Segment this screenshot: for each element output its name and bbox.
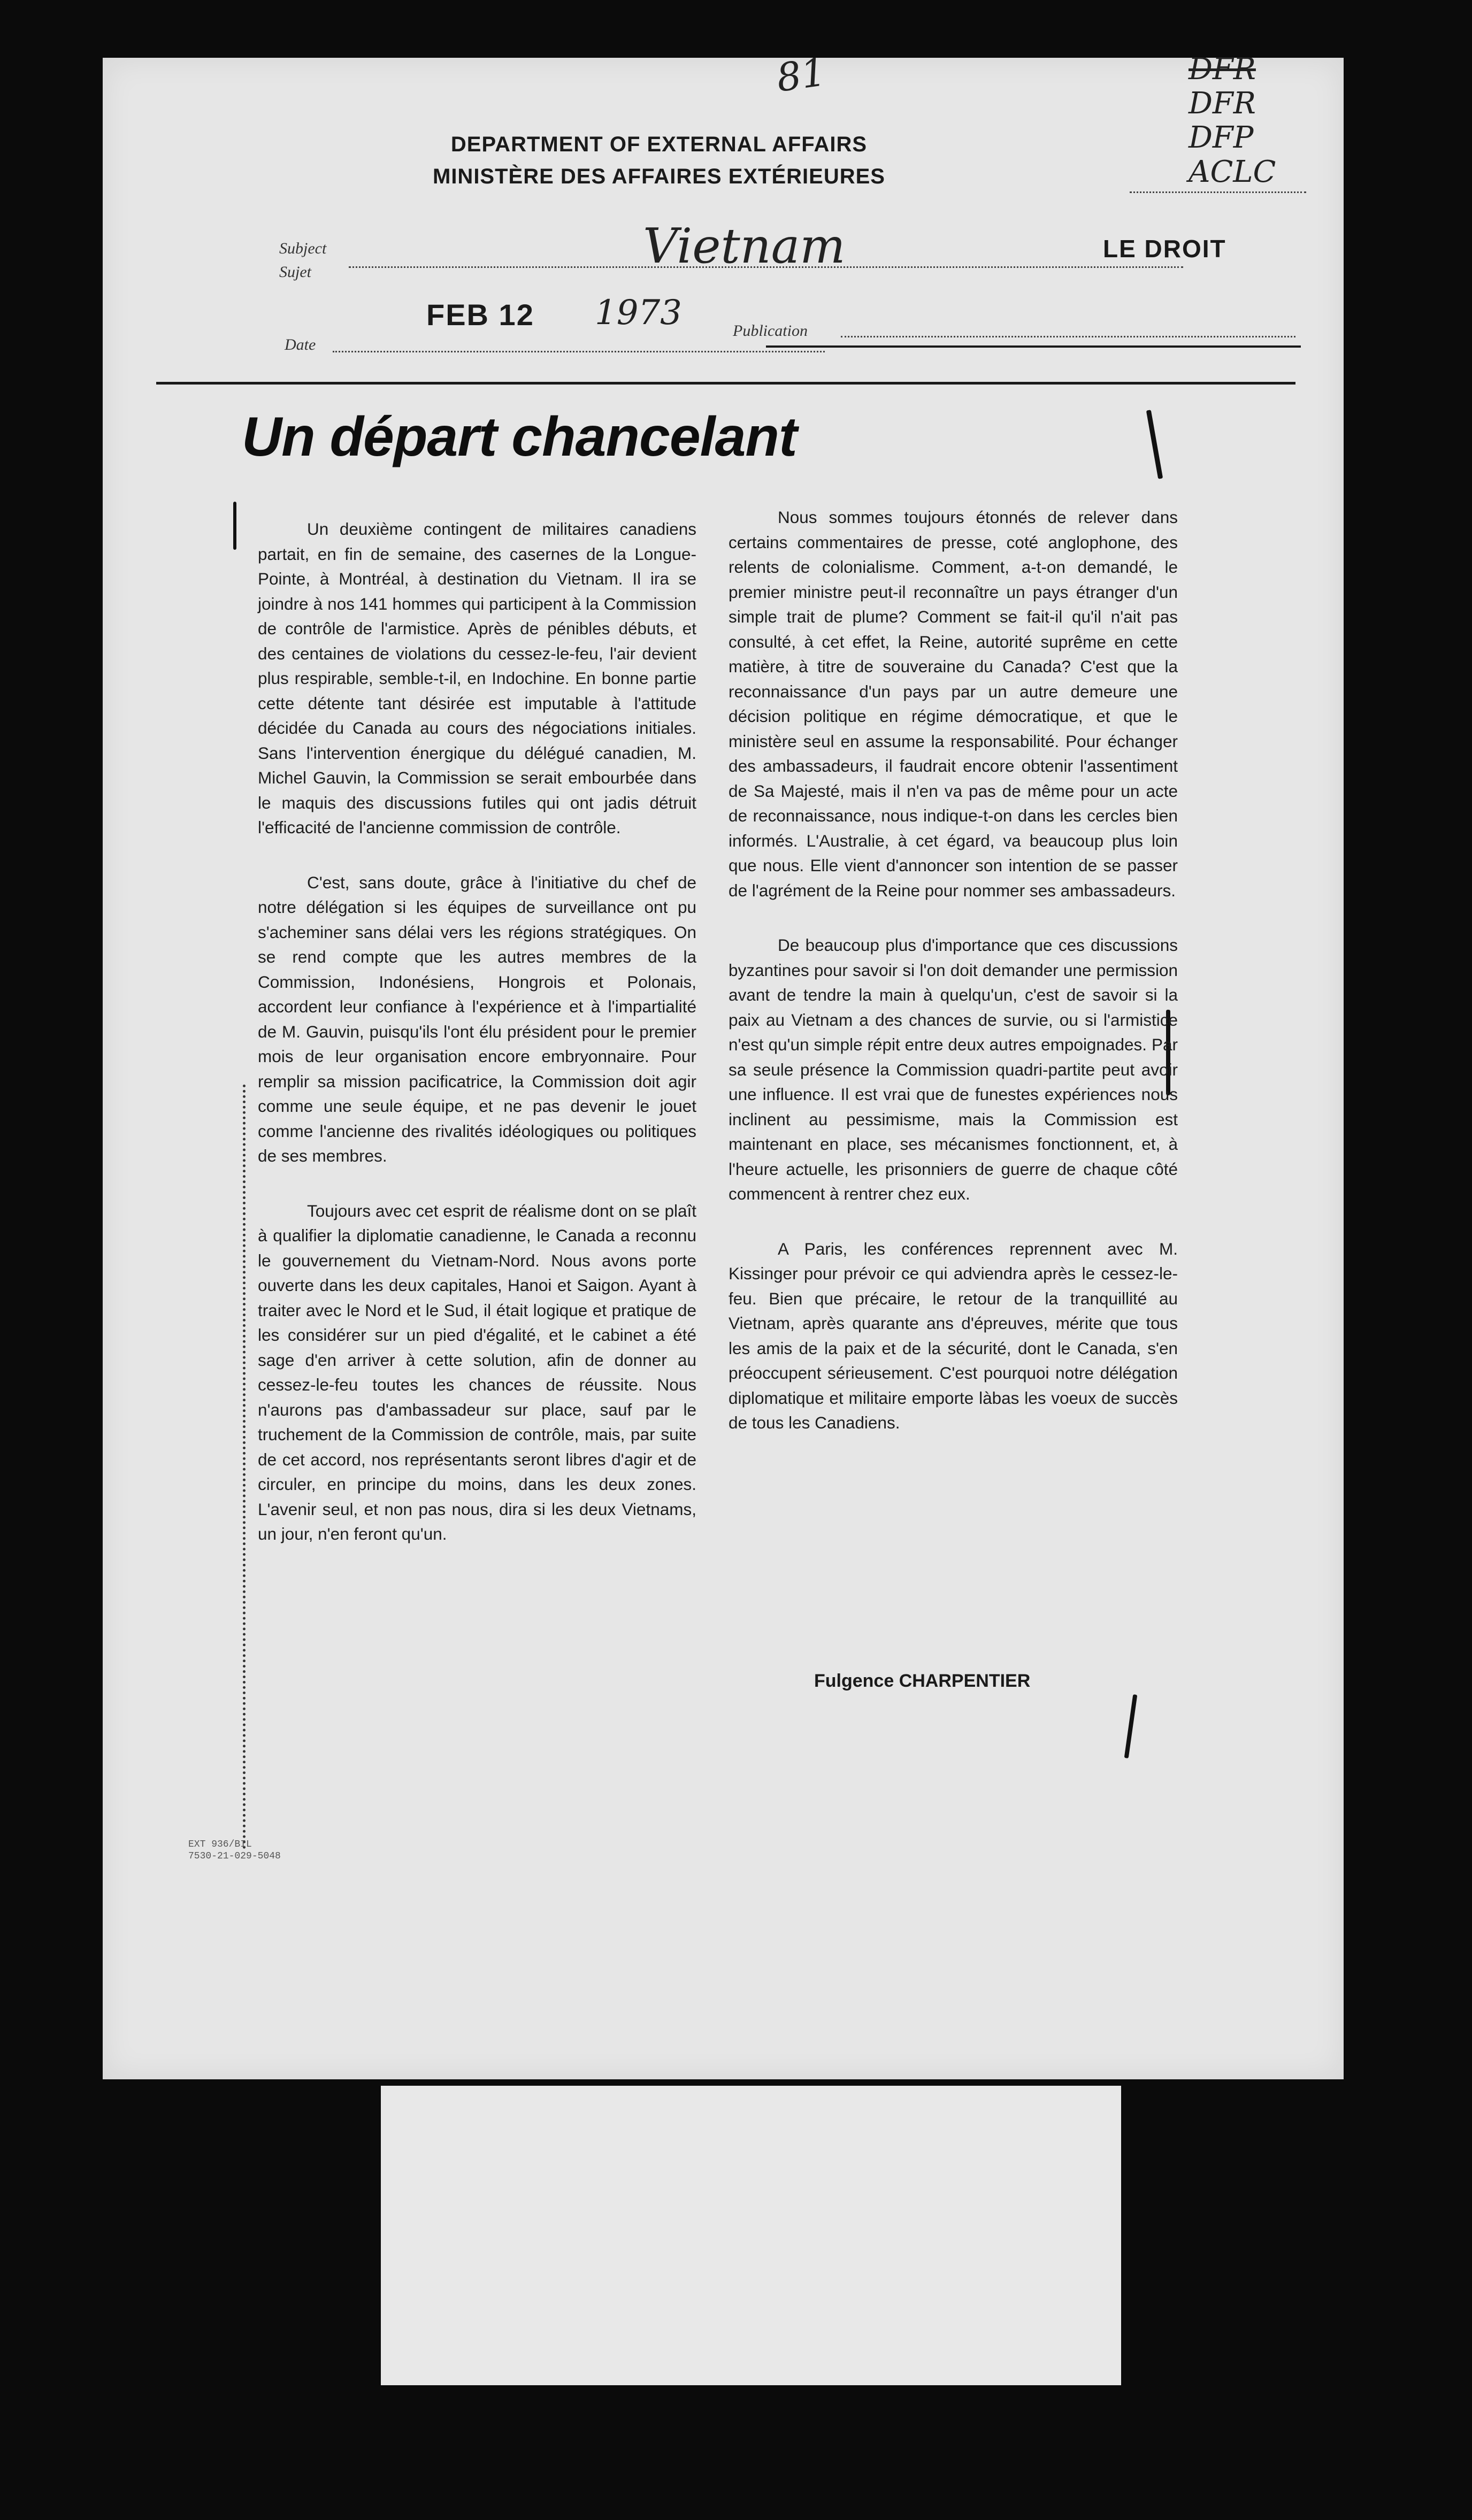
article-column-left [258, 517, 696, 1577]
subject-label: Subject [279, 240, 327, 257]
article-paragraph: A Paris, les conférences reprennent avec M. Kissinger pour prévoir ce qui adviendra après le cessez-le-feu. Bien que précaire, le retour de la tranquillité au Vietnam, après quarante ans d'épreuves, mérite que tous les amis de la paix et de la sécurité, dont le Canada, s'en préoccupent sérieusement. C'est pourquoi notre délégation diplomatique et militaire emporte làbas les voeux de succès de tous les Canadiens. [729, 1239, 1178, 1432]
form-code [188, 1839, 281, 1862]
date-dotted-line [333, 351, 825, 352]
article-column-right [729, 505, 1178, 1465]
header-rule-main [156, 382, 1295, 385]
margin-mark [1146, 410, 1163, 479]
margin-mark [233, 502, 236, 550]
handwritten-page-number: 81 [773, 49, 829, 101]
margin-mark [1124, 1694, 1138, 1758]
backing-slip [381, 2086, 1121, 2385]
routing-initials [1189, 52, 1338, 189]
article-paragraph: Toujours avec cet esprit de réalisme dont on se plaît à qualifier la diplomatie canadienne, le Canada a reconnu le gouvernement du Vietnam-Nord. Nous avons porte ouverte dans les deux capitales, Hanoi et Saigon. Ayant à traiter avec le Nord et le Sud, il était logique et pratique de les considérer sur un pied d'égalité, et le cabinet a été sage d'en arriver à cette solution, afin de donner au cessez-le-feu toutes les chances de réussite. Nous n'aurons pas d'ambassadeur sur place, sauf par le truchement de la Commission de contrôle, mais, par suite de cet accord, nos représentants seront libres d'agir et de circuler, en principe du moins, dans les deux zones. L'avenir seul, et non pas nous, dira si les deux Vietnams, un jour, n'en feront qu'un. [258, 1201, 696, 1543]
article-paragraph: De beaucoup plus d'importance que ces discussions byzantines pour savoir si l'on doit demander une permission avant de tendre la main à quelqu'un, c'est de savoir si la paix au Vietnam a des chances de survie, ou si l'armistice n'est qu'un simple répit entre deux autres empoignades. Par sa seule présence la Commission quadri-partite peut avoir une influence. Il est vrai que de funestes expériences nous inclinent au pessimisme, mais la Commission est maintenant en place, ses mécanismes fonctionnent, et, à l'heure actuelle, les prisonniers de guerre de chaque côté commencent à rentrer chez eux. [729, 935, 1178, 1203]
article-paragraph: Nous sommes toujours étonnés de relever dans certains commentaires de presse, coté anglophone, des relents de colonialisme. Comment, a-t-on demandé, le premier ministre peut-il reconnaître un pays étranger d'un simple trait de plume? Comment se fait-il qu'il n'ait pas consulté, à cet effet, la Reine, autorité suprême en cette matière, à titre de souveraine du Canada? C'est que la reconnaissance d'un pays par un autre demeure une décision politique en régime démocratique, et que le ministère seul en assume la responsabilité. Pour échanger des ambassadeurs, il faudrait encore obtenir l'assentiment de Sa Majesté, mais il n'en va pas de même pour un acte de reconnaissance, nous indique-t-on dans les cercles bien informés. L'Australie, à cet égard, va beaucoup plus loin que nous. Elle vient d'annoncer son intention de se passer de l'agrément de la Reine pour nommer ses ambassadeurs. [729, 508, 1178, 900]
header-dotted-line [1130, 191, 1306, 193]
department-name-fr: MINISTÈRE DES AFFAIRES EXTÉRIEURES [433, 165, 885, 188]
routing-initial-line: DFR [1189, 86, 1256, 121]
routing-initial-line: DFR [1189, 52, 1256, 87]
date-year-handwritten: 1973 [595, 293, 682, 333]
sujet-label: Sujet [279, 263, 311, 281]
form-code-line: 7530-21-029-5048 [188, 1851, 281, 1862]
header-rule-top [766, 345, 1301, 348]
department-name-en: DEPARTMENT OF EXTERNAL AFFAIRS [450, 133, 868, 156]
article-headline: Un départ chancelant [242, 406, 797, 468]
routing-initial-line: DFP [1189, 120, 1254, 155]
article-signature: Fulgence CHARPENTIER [814, 1671, 1031, 1691]
publication-stamp: LE DROIT [1103, 235, 1226, 263]
publication-dotted-line [841, 336, 1295, 337]
article-paragraph: Un deuxième contingent de militaires canadiens partait, en fin de semaine, des casernes de la Longue-Pointe, à Montréal, à destination du Vietnam. Il ira se joindre à nos 141 hommes qui participent à la Commission de contrôle de l'armistice. Après de pénibles débuts, et des centaines de violations du cessez-le-feu, l'air devient plus respirable, semble-t-il, en Indochine. En bonne partie cette détente tant désirée est imputable à l'attitude décidée du Canada au cours des négociations initiales. Sans l'intervention énergique du délégué canadien, M. Michel Gauvin, la Commission se serait embourbée dans le maquis des discussions futiles qui ont jadis détruit l'efficacité de l'ancienne commission de contrôle. [258, 519, 696, 837]
date-stamp: FEB 12 [426, 298, 534, 332]
routing-initial-line: ACLC [1189, 155, 1276, 189]
form-code-line: EXT 936/BIL [188, 1839, 252, 1850]
clipping-sheet [103, 49, 1344, 2079]
margin-mark [243, 1085, 248, 1849]
date-label: Date [285, 336, 316, 354]
article-paragraph: C'est, sans doute, grâce à l'initiative du chef de notre délégation si les équipes de surveillance ont pu s'acheminer sans délai vers les régions stratégiques. On se rend compte que les autres membres de la Commission, Indonésiens, Hongrois et Polonais, accordent leur confiance à l'expérience et à l'impartialité de M. Gauvin, puisqu'ils l'ont élu président pour le premier mois de leur organisation encore embryonnaire. Pour remplir sa mission pacificatrice, la Commission doit agir comme une seule équipe, et ne pas devenir le jouet comme l'ancienne des rivalités idéologiques ou politiques de ses membres. [258, 872, 696, 1165]
publication-label: Publication [733, 322, 808, 340]
subject-handwritten-value: Vietnam [643, 218, 846, 274]
